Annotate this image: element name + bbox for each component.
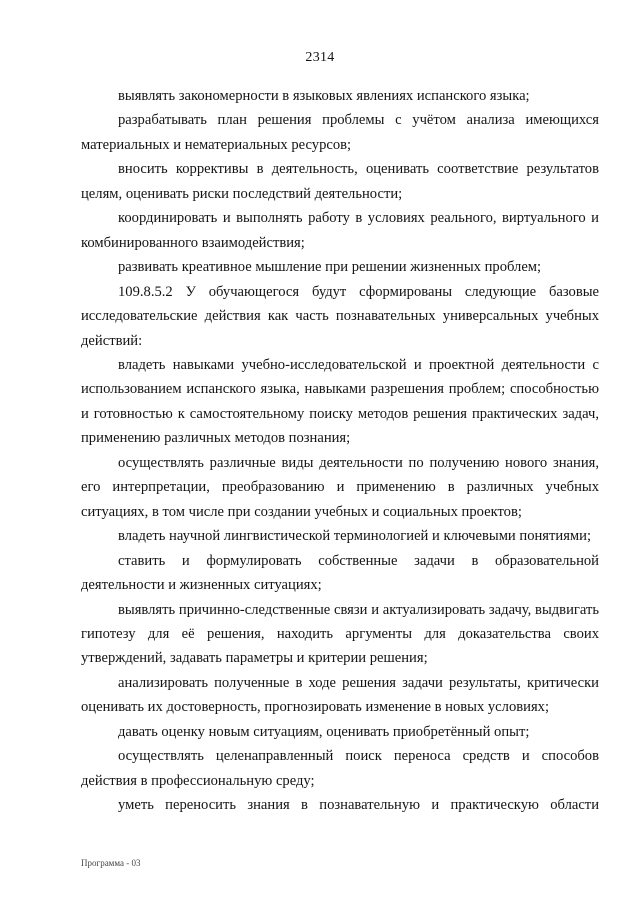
paragraph: уметь переносить знания в познавательную и практическую области bbox=[118, 797, 599, 814]
paragraph: выявлять причинно-следственные связи и актуализировать задачу, выдвигать гипотезу для её решения, находить аргументы для доказательства своих утверждений, задавать параметры и критерии решения; bbox=[81, 601, 599, 667]
paragraph: развивать креативное мышление при решении жизненных проблем; bbox=[118, 259, 542, 276]
paragraph: ставить и формулировать собственные задачи в образовательной деятельности и жизненных ситуациях; bbox=[81, 552, 599, 594]
paragraph: осуществлять различные виды деятельности по получению нового знания, его интерпретации, преобразованию и применению в различных учебных ситуациях, в том числе при создании учебных и социальных проектов; bbox=[81, 454, 599, 520]
page-footer: Программа - 03 bbox=[81, 858, 141, 868]
paragraph: осуществлять целенаправленный поиск переноса средств и способов действия в профессиональную среду; bbox=[81, 748, 599, 789]
paragraph: владеть навыками учебно-исследовательской и проектной деятельности с использованием испанского языка, навыками разрешения проблем; способностью и готовностью к самостоятельному поиску методов решения практических задач, применению различных методов познания; bbox=[81, 356, 599, 447]
paragraph: анализировать полученные в ходе решения задачи результаты, критически оценивать их достоверность, прогнозировать изменение в новых условиях; bbox=[81, 674, 599, 716]
paragraph: координировать и выполнять работу в условиях реального, виртуального и комбинированного взаимодействия; bbox=[81, 210, 599, 251]
paragraph: разрабатывать план решения проблемы с учётом анализа имеющихся материальных и нематериальных ресурсов; bbox=[81, 112, 599, 153]
paragraph: выявлять закономерности в языковых явлениях испанского языка; bbox=[118, 88, 530, 104]
paragraph: давать оценку новым ситуациям, оценивать приобретённый опыт; bbox=[118, 723, 530, 740]
paragraph: владеть научной лингвистической терминологией и ключевыми понятиями; bbox=[118, 528, 592, 545]
section-paragraph: 109.8.5.2 У обучающегося будут сформированы следующие базовые исследовательские действия как часть познавательных универсальных учебных действий: bbox=[81, 283, 599, 349]
paragraph: вносить коррективы в деятельность, оценивать соответствие результатов целям, оценивать риски последствий деятельности; bbox=[81, 161, 599, 202]
page-number: 2314 bbox=[305, 50, 335, 65]
document-body bbox=[81, 84, 599, 818]
